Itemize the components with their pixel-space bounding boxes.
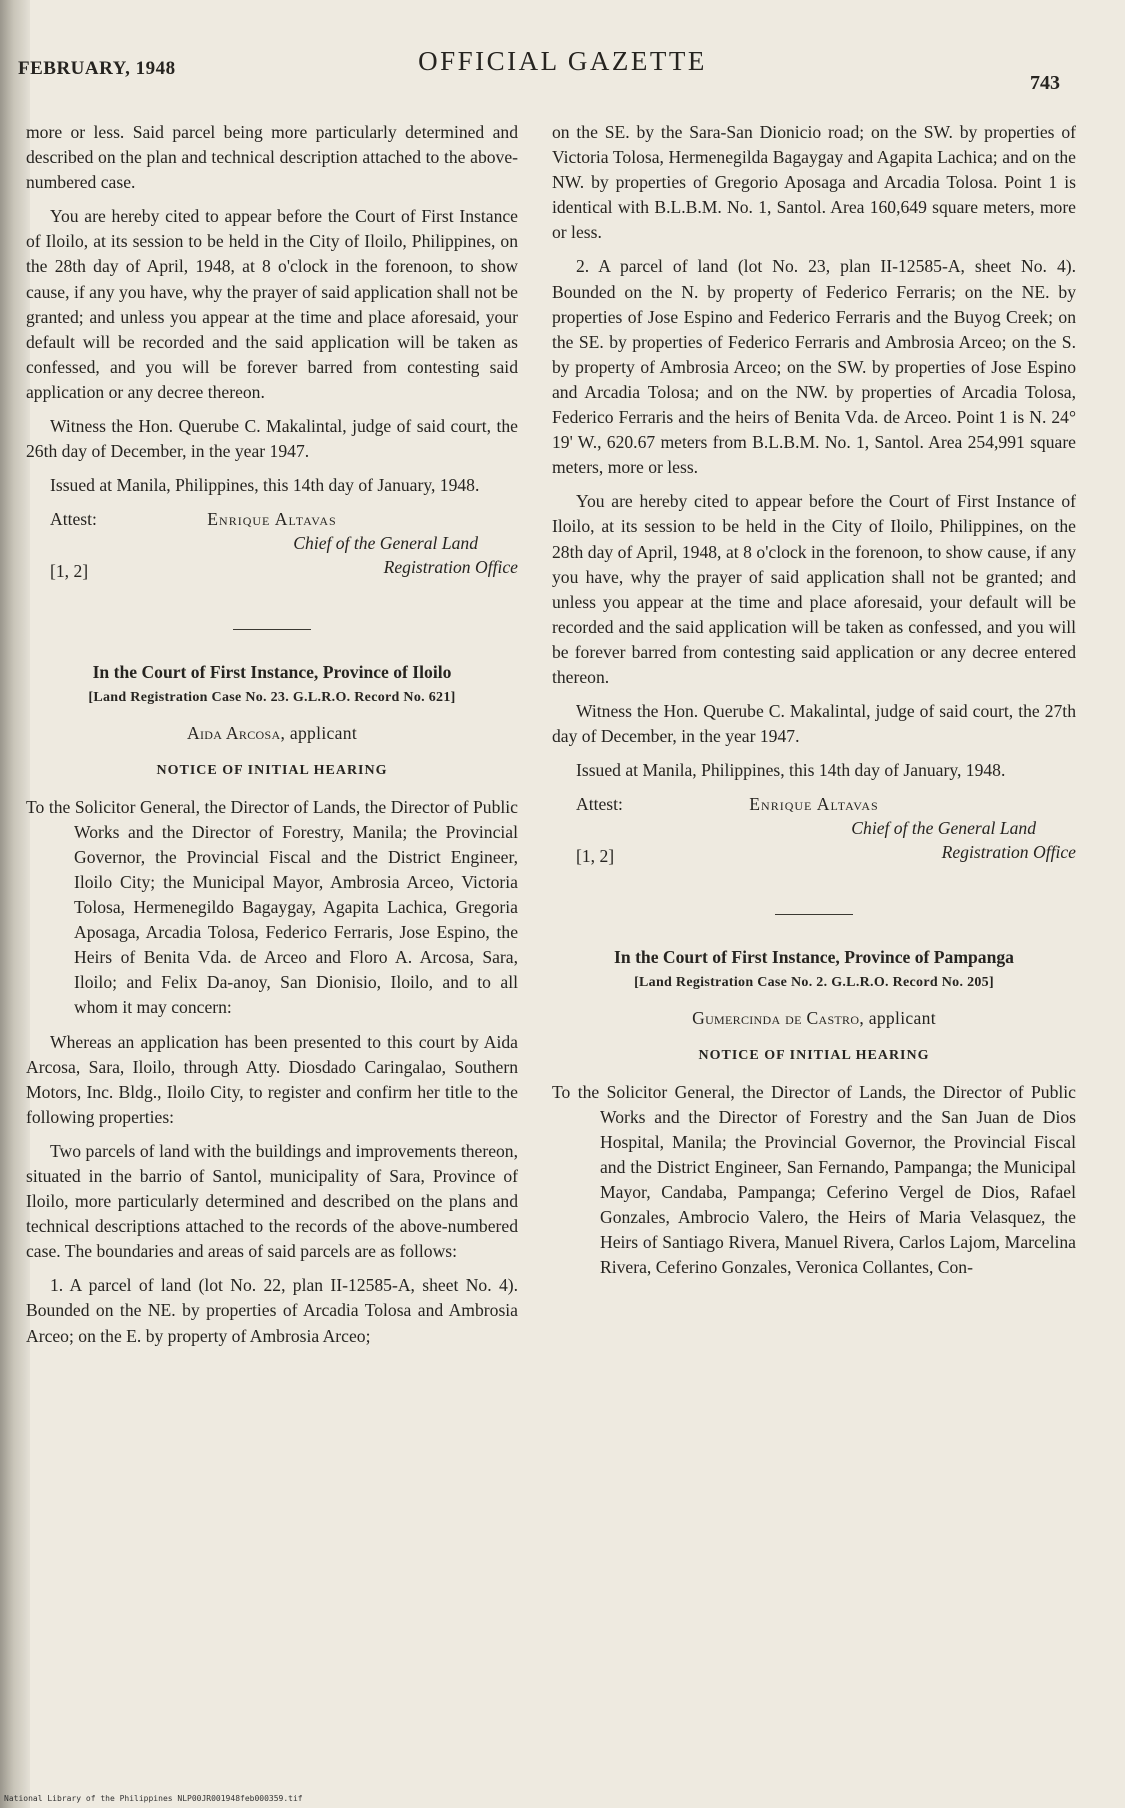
left-column	[26, 120, 518, 1358]
attest-block	[26, 507, 518, 603]
paragraph-citation: You are hereby cited to appear before the Court of First Instance of Iloilo, at its session to be held in the City of Iloilo, Philippines, on the 28th day of April, 1948, at 8 o'clock in the forenoon, to show cause, if any you have, why the prayer of said application shall not be granted; and unless you appear at the time and place aforesaid, your default will be recorded and the said application will be taken as confessed, and you will be forever barred from contesting said application or any decree entered thereon.	[552, 491, 1076, 687]
attest-title-line1: Chief of the General Land	[851, 818, 1036, 839]
attest-title-line2: Registration Office	[383, 557, 518, 578]
paragraph-lot-1: 1. A parcel of land (lot No. 22, plan II-12585-A, sheet No. 4). Bounded on the NE. by properties of Arcadia Tolosa and Ambrosia Arceo; on the E. by property of Ambrosia Arceo;	[26, 1275, 518, 1346]
attest-reference: [1, 2]	[576, 846, 615, 867]
page-header	[0, 46, 1125, 96]
section-divider	[233, 629, 311, 630]
attest-block	[552, 792, 1076, 888]
applicant-name: Gumercinda de Castro	[692, 1007, 860, 1028]
applicant-suffix: , applicant	[280, 722, 358, 743]
paragraph-issued: Issued at Manila, Philippines, this 14th day of January, 1948.	[576, 760, 1006, 781]
applicant-name: Aida Arcosa	[186, 722, 281, 743]
court-heading: In the Court of First Instance, Province of Pampanga	[614, 947, 1014, 968]
paragraph-addressees: To the Solicitor General, the Director of Lands, the Director of Public Works and the Director of Forestry, Manila; the Provincial Governor, the Provincial Fiscal and the District Engineer, Iloilo City; the Municipal Mayor, Ambrosia Arceo, Victoria Tolosa, Hermenegildo Bagaygay, Agapita Lachica, Gregoria Aposaga, Arcadia Tolosa, Federico Ferraris, Jose Espino, the Heirs of Benita Vda. de Arceo and Floro A. Arcosa, Sara, Iloilo; and Felix Da-anoy, San Dionisio, Iloilo, and to all whom it may concern:	[26, 796, 518, 1018]
paragraph-addressees: To the Solicitor General, the Director of Lands, the Director of Public Works and the Director of Forestry and the San Juan de Dios Hospital, Manila; the Provincial Governor, the Provincial Fiscal and the District Engineer, San Fernando, Pampanga; the Municipal Mayor, Candaba, Pampanga; Ceferino Vergel de Dios, Rafael Gonzales, Ambrocio Valero, the Heirs of Maria Velasquez, the Heirs of Santiago Rivera, Manuel Rivera, Carlos Lajom, Marcelina Rivera, Ceferino Gonzales, Veronica Collantes, Con-	[552, 1081, 1076, 1278]
header-date: FEBRUARY, 1948	[18, 58, 176, 79]
paragraph-continued: more or less. Said parcel being more particularly determined and described on the plan and technical description attached to the above-numbered case.	[26, 122, 518, 193]
attest-title-line2: Registration Office	[941, 842, 1076, 863]
paragraph-witness: Witness the Hon. Querube C. Makalintal, judge of said court, the 27th day of December, in the year 1947.	[552, 701, 1076, 747]
paragraph-issued: Issued at Manila, Philippines, this 14th day of January, 1948.	[50, 475, 480, 496]
applicant-suffix: , applicant	[859, 1007, 936, 1028]
notice-heading: NOTICE OF INITIAL HEARING	[156, 762, 388, 778]
paragraph-witness: Witness the Hon. Querube C. Makalintal, judge of said court, the 26th day of December, in the year 1947.	[26, 416, 518, 462]
court-heading: In the Court of First Instance, Province of Iloilo	[92, 662, 452, 683]
page-number: 743	[1030, 72, 1060, 94]
scan-footer: National Library of the Philippines NLP00JR001948feb000359.tif	[4, 1794, 303, 1803]
applicant-line	[26, 721, 518, 746]
attest-reference: [1, 2]	[50, 561, 89, 582]
case-reference: [Land Registration Case No. 2. G.L.R.O. Record No. 205]	[634, 975, 994, 991]
applicant-line	[552, 1006, 1076, 1031]
header-title: OFFICIAL GAZETTE	[418, 46, 707, 76]
attest-label: Attest:	[576, 794, 623, 815]
attest-title-line1: Chief of the General Land	[293, 533, 478, 554]
paragraph-citation: You are hereby cited to appear before the Court of First Instance of Iloilo, at its session to be held in the City of Iloilo, Philippines, on the 28th day of April, 1948, at 8 o'clock in the forenoon, to show cause, if any you have, why the prayer of said application shall not be granted; and unless you appear at the time and place aforesaid, your default will be recorded and the said application will be taken as confessed, and you will be forever barred from contesting said application or any decree thereon.	[26, 206, 518, 402]
paragraph-parcels: Two parcels of land with the buildings and improvements thereon, situated in the barrio of Santol, municipality of Sara, Province of Iloilo, more particularly determined and described on the plans and technical descriptions attached to the records of the above-numbered case. The boundaries and areas of said parcels are as follows:	[26, 1140, 518, 1262]
paragraph-whereas: Whereas an application has been presented to this court by Aida Arcosa, Sara, Iloilo, through Atty. Diosdado Caringalao, Southern Motors, Inc. Bldg., Iloilo City, to register and confirm her title to the following properties:	[26, 1031, 518, 1127]
attest-name: Enrique Altavas	[207, 509, 337, 530]
attest-label: Attest:	[50, 509, 97, 530]
notice-heading: NOTICE OF INITIAL HEARING	[698, 1047, 930, 1063]
section-divider	[775, 914, 853, 915]
paragraph-lot-2: 2. A parcel of land (lot No. 23, plan II-12585-A, sheet No. 4). Bounded on the N. by property of Federico Ferraris; on the NE. by properties of Jose Espino and Federico Ferraris and the Buyog Creek; on the SE. by properties of Federico Ferraris and Ambrosia Arceo; on the S. by property of Ambrosia Arceo; on the SW. by properties of Jose Espino and Arcadia Tolosa; and on the NW. by properties of Arcadia Tolosa, Federico Ferraris and the heirs of Benita Vda. de Arceo. Point 1 is N. 24° 19' W., 620.67 meters from B.L.B.M. No. 1, Santol. Area 254,991 square meters, more or less.	[552, 256, 1076, 478]
attest-name: Enrique Altavas	[749, 794, 879, 815]
right-column	[552, 120, 1076, 1289]
paragraph-continued: on the SE. by the Sara-San Dionicio road; on the SW. by properties of Victoria Tolosa, Hermenegilda Bagaygay and Agapita Lachica; and on the NW. by properties of Gregorio Aposaga and Arcadia Tolosa. Point 1 is identical with B.L.B.M. No. 1, Santol. Area 160,649 square meters, more or less.	[552, 122, 1076, 243]
case-reference: [Land Registration Case No. 23. G.L.R.O. Record No. 621]	[88, 690, 456, 706]
